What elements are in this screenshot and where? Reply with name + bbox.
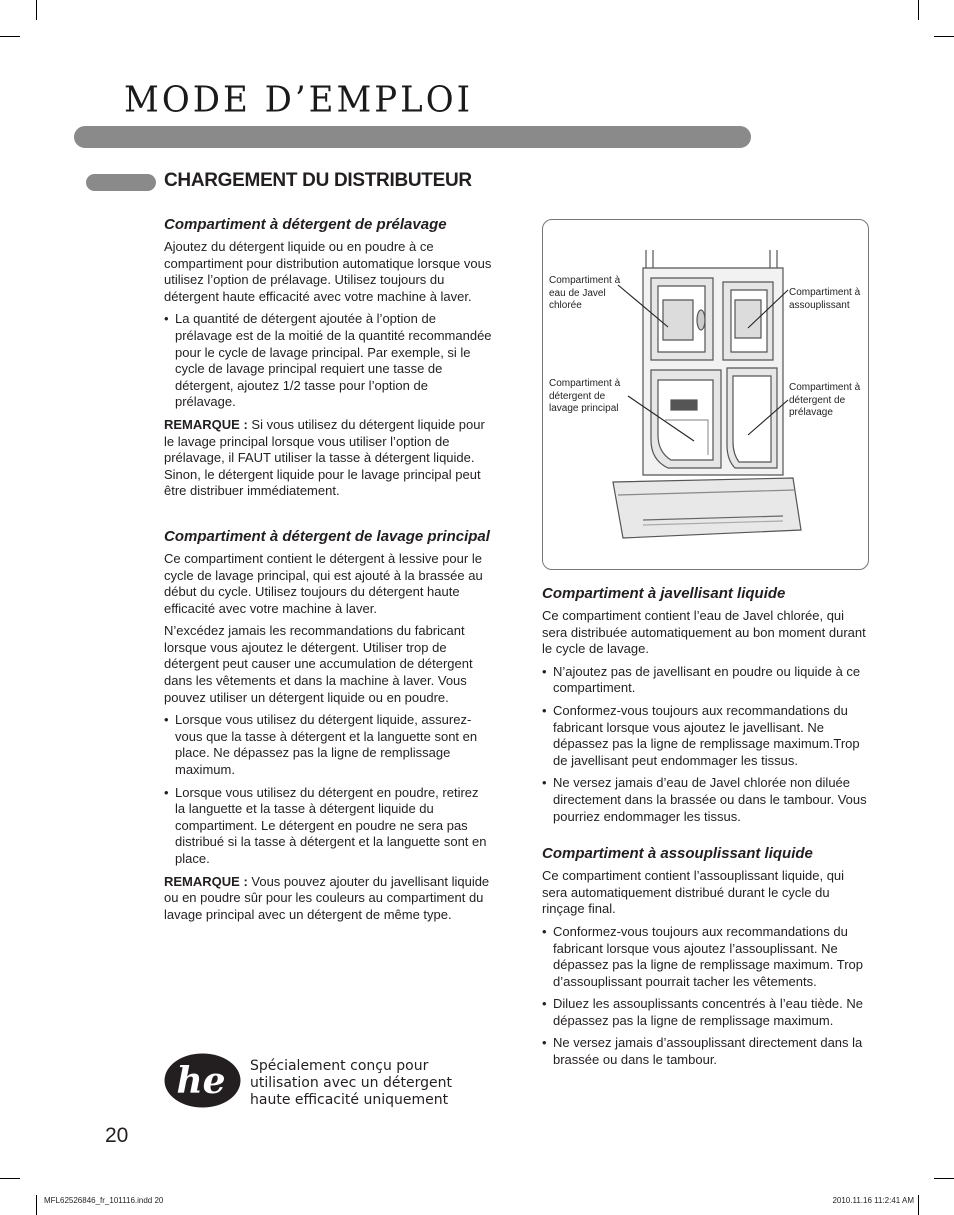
he-logo-icon (164, 1053, 241, 1108)
crop-mark (0, 1178, 20, 1179)
note-text: Si vous utilisez du détergent liquide pour le lavage principal lorsque vous utiliser l’option de prélavage, il FAUT utiliser la tasse à détergent liquide. Sinon, le détergent liquide pour le lavage principal peut être distribuer immédiatement. (164, 416, 485, 499)
crop-mark (918, 1195, 919, 1215)
list-item: • Diluez les assouplissants concentrés à l’eau tiède. Ne dépassez pas la ligne de remplissage maximum. (542, 996, 870, 1029)
list-item: • Lorsque vous utilisez du détergent en poudre, retirez la languette et la tasse à détergent liquide du compartiment. Le détergent en poudre ne sera pas distribué si la tasse à détergent et la languette sont en place. (164, 785, 492, 868)
section-title: CHARGEMENT DU DISTRIBUTEUR (164, 170, 472, 191)
left-column (164, 216, 492, 929)
prewash-note (164, 417, 492, 500)
crop-mark (934, 1178, 954, 1179)
list-item: • Conformez-vous toujours aux recommandations du fabricant lorsque vous ajoutez le javellisant. Ne dépassez pas la ligne de remplissage maximum.Trop de javellisant peut endommager les tissus. (542, 703, 870, 769)
list-item: • Lorsque vous utilisez du détergent liquide, assurez-vous que la tasse à détergent et la languette sont en place. Ne dépassez pas la ligne de remplissage maximum. (164, 712, 492, 778)
note-text: Vous pouvez ajouter du javellisant liquide ou en poudre sûr pour les couleurs au compartiment du lavage principal avec un détergent de même type. (164, 873, 490, 922)
list-item: • La quantité de détergent ajoutée à l’option de prélavage est de la moitié de la quantité recommandée pour le cycle de lavage principal. Par exemple, si le cycle de lavage principal requiert une tasse de détergent, ajoutez 1/2 tasse pour l’option de prélavage. (164, 311, 492, 411)
note-label: REMARQUE : (164, 873, 248, 889)
crop-mark (36, 1195, 37, 1215)
label-main-wash: Compartiment à détergent de lavage principal (549, 378, 621, 414)
crop-mark (0, 36, 20, 37)
page-number: 20 (105, 1124, 129, 1147)
crop-mark (36, 0, 37, 20)
prewash-bullets (164, 311, 492, 411)
list-item: • Ne versez jamais d’eau de Javel chlorée non diluée directement dans la brassée ou dans le tambour. Vous pourriez endommager les tissus. (542, 775, 870, 825)
main-paragraph-1: Ce compartiment contient le détergent à lessive pour le cycle de lavage principal, qui est ajouté à la brassée au début du cycle. Utilisez toujours du détergent haute efficacité avec votre machine à laver. (164, 550, 483, 616)
label-softener: Compartiment à assouplissant (789, 287, 861, 311)
main-paragraph-2: N’excédez jamais les recommandations du fabricant lorsque vous ajoutez le détergent. Utiliser trop de détergent peut causer une accumulation de détergent dans les vêtements et dans la machine à laver. Vous pouvez utiliser un détergent liquide ou en poudre. (164, 623, 473, 705)
main-heading: Compartiment à détergent de lavage principal (164, 527, 490, 545)
softener-intro: Ce compartiment contient l’assouplissant liquide, qui sera automatiquement distribué durant le cycle du rinçage final. (542, 868, 845, 917)
section-marker (86, 174, 156, 191)
he-caption: Spécialement conçu pour utilisation avec un détergent haute efficacité uniquement (250, 1058, 452, 1108)
label-bleach: Compartiment à eau de Javel chlorée (549, 275, 621, 311)
dispenser-diagram (542, 219, 869, 570)
bleach-bullets (542, 664, 870, 825)
list-item: • Conformez-vous toujours aux recommandations du fabricant lorsque vous ajoutez l’assouplissant. Ne dépassez pas la ligne de remplissage maximum. Trop d’assouplissant pourrait tacher les vêtements. (542, 924, 870, 990)
bleach-heading: Compartiment à javellisant liquide (542, 585, 786, 602)
title-bar (74, 126, 751, 148)
list-item: • N’ajoutez pas de javellisant en poudre ou liquide à ce compartiment. (542, 664, 870, 697)
footer-timestamp: 2010.11.16 11:2:41 AM (832, 1196, 914, 1205)
main-note (164, 874, 492, 924)
note-label: REMARQUE : (164, 416, 248, 432)
main-bullets (164, 712, 492, 867)
page-title: MODE D’EMPLOI (124, 79, 474, 121)
he-logo-letters: he (176, 1060, 226, 1102)
footer-file: MFL62526846_fr_101116.indd 20 (44, 1196, 164, 1205)
crop-mark (918, 0, 919, 20)
prewash-heading: Compartiment à détergent de prélavage (164, 216, 447, 233)
softener-bullets (542, 924, 870, 1069)
crop-mark (934, 36, 954, 37)
right-column (542, 585, 870, 1075)
label-prewash: Compartiment à détergent de prélavage (789, 382, 861, 418)
prewash-intro: Ajoutez du détergent liquide ou en poudre à ce compartiment pour distribution automatique lorsque vous utilisez l’option de prélavage. Utilisez toujours du détergent haute efficacité avec votre machine à laver. (164, 239, 492, 304)
bleach-intro: Ce compartiment contient l’eau de Javel chlorée, qui sera distribuée automatiquement au bon moment durant le cycle de lavage. (542, 608, 866, 657)
list-item: • Ne versez jamais d’assouplissant directement dans la brassée ou dans le tambour. (542, 1035, 870, 1068)
softener-heading: Compartiment à assouplissant liquide (542, 845, 813, 863)
